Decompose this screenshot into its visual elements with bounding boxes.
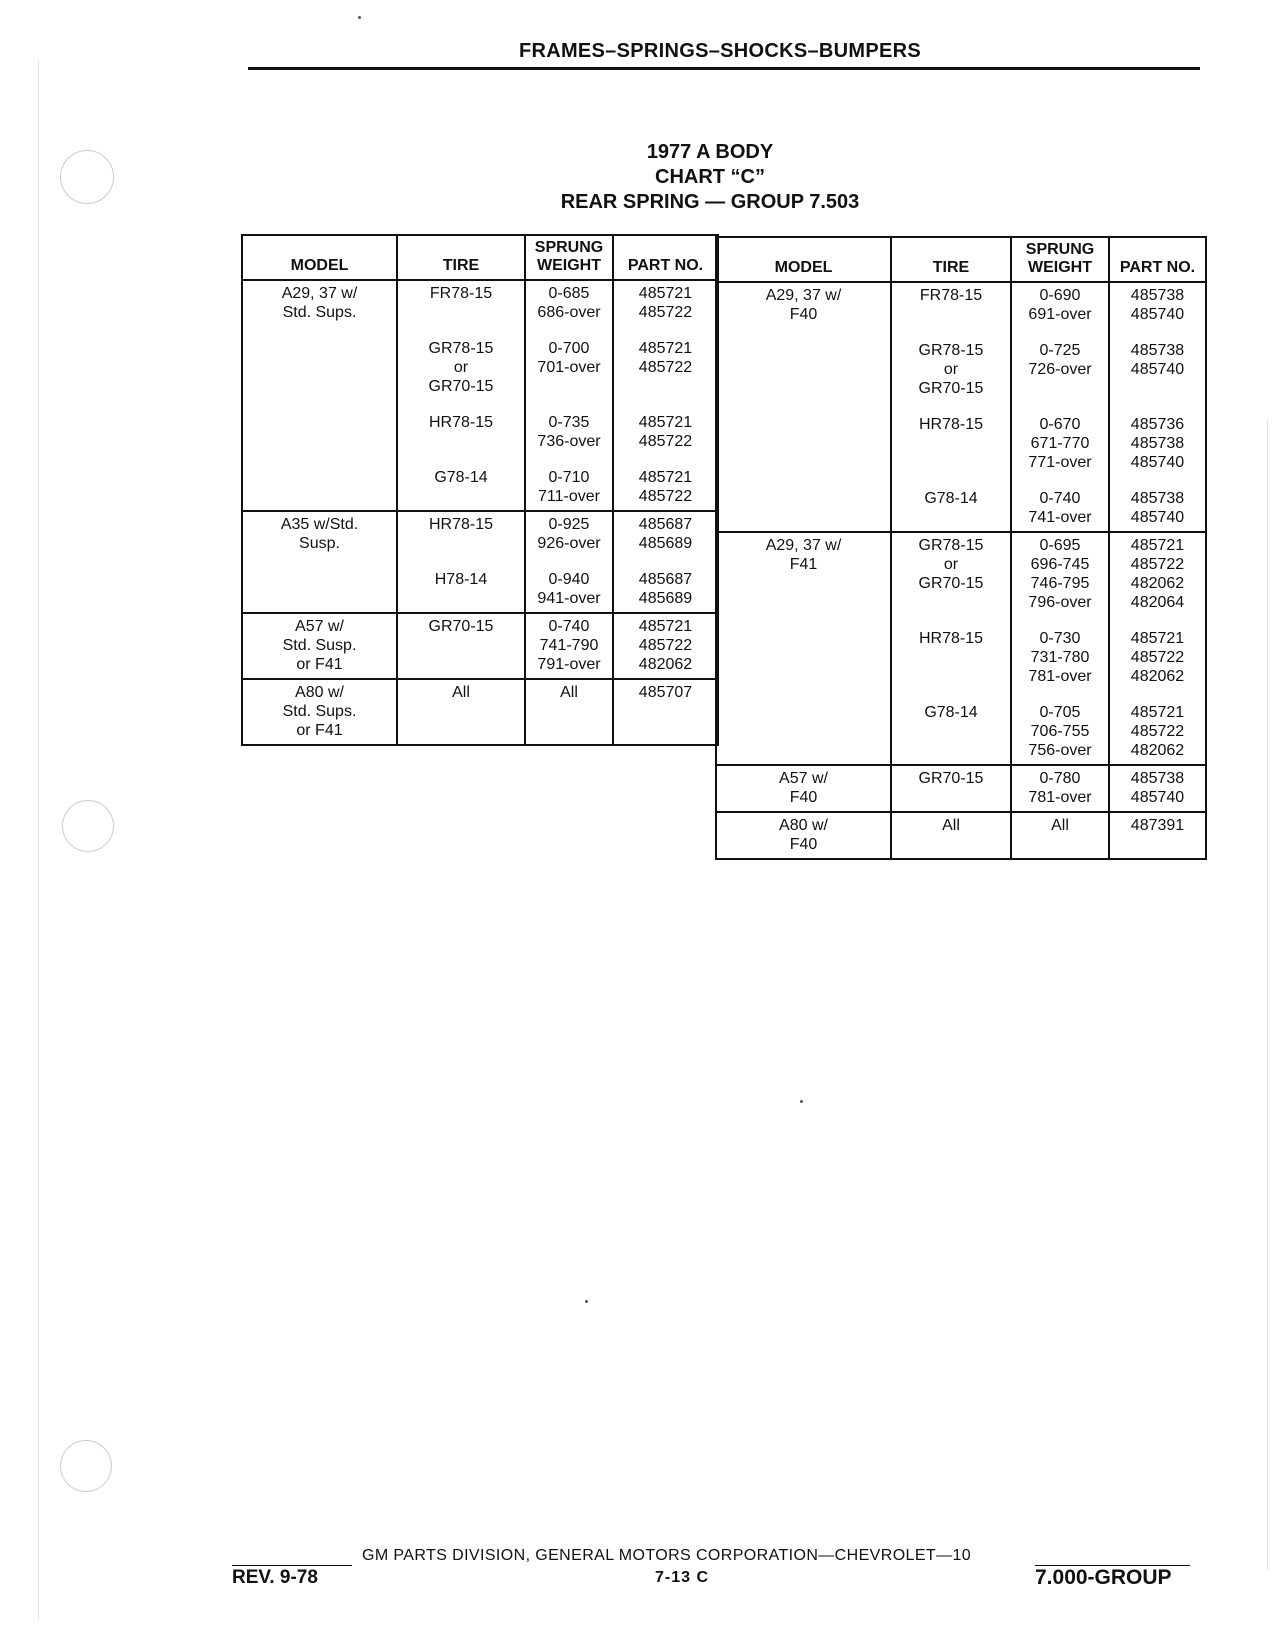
weight-line: 706-755 [1030,723,1090,740]
tire-line: G78-14 [924,490,978,507]
tier-block [400,339,522,396]
model-line: F40 [789,836,818,853]
tire-cell [397,613,525,679]
tier-block [616,284,715,322]
tier-block [1112,769,1203,807]
tier-block [894,341,1008,398]
part-number-cell [1109,812,1206,859]
sprung-weight-cell [1011,282,1109,532]
group-number: 7.000-GROUP [1035,1566,1172,1589]
tier-block [1112,286,1203,324]
tire-line: FR78-15 [919,287,983,304]
model-column-header: MODEL [242,235,397,280]
weight-line: 941-over [537,590,601,607]
scan-edge-left [38,60,39,1620]
tier-block [528,284,610,322]
weight-line: 0-740 [548,618,590,635]
footer-rule-left [232,1565,352,1566]
tier-block [1014,286,1106,324]
sprung-weight-cell [1011,532,1109,765]
model-group-row [716,765,1206,812]
tire-line: GR70-15 [428,618,494,635]
tier-block [894,415,1008,472]
part-number-column-header: PART NO. [613,235,718,280]
part-line: 485738 [1130,342,1185,359]
sprung-weight-header-line-1: SPRUNG [534,239,604,256]
tier-block [400,468,522,506]
tire-line: or [943,556,959,573]
weight-line: 691-over [1028,306,1092,323]
spacer-line [894,788,1008,807]
scan-speck [358,16,361,19]
model-group-row [242,613,718,679]
model-line: A80 w/ [295,684,344,701]
tire-cell [397,679,525,745]
tier-block [894,703,1008,760]
right-table-body [716,282,1206,859]
tire-line: or [943,361,959,378]
model-line: or F41 [296,722,343,739]
spacer-line [894,453,1008,472]
part-line: 485740 [1130,789,1185,806]
part-line: 485740 [1130,361,1185,378]
scan-speck [800,1100,803,1103]
model-cell [242,679,397,745]
weight-line: 0-735 [548,414,590,431]
tier-block [894,489,1008,527]
tier-block [894,769,1008,807]
tire-line: GR70-15 [428,378,494,395]
sprung-weight-cell [525,280,613,511]
page-header-title: FRAMES–SPRINGS–SHOCKS–BUMPERS [518,40,922,62]
tire-cell [891,765,1011,812]
part-line: 487391 [1130,817,1185,834]
model-line: A57 w/ [295,618,344,635]
spacer-line [894,593,1008,612]
part-number-cell [613,679,718,745]
part-line: 485722 [638,488,693,505]
sprung-weight-header-line-2: WEIGHT [537,257,601,274]
tier-block [528,515,610,553]
chart-heading [460,140,960,215]
tire-line: FR78-15 [429,285,493,302]
model-cell [716,282,891,532]
model-group-row [716,812,1206,859]
tire-line: GR70-15 [918,770,984,787]
part-line: 485721 [1130,630,1185,647]
revision-label: REV. 9-78 [232,1567,318,1588]
tire-cell [397,280,525,511]
model-line: A57 w/ [779,770,828,787]
weight-line: 736-over [537,433,601,450]
tier-block [616,339,715,396]
spacer-line [616,377,715,396]
tier-block [1112,816,1203,835]
tier-block [400,683,522,702]
model-cell [242,511,397,613]
part-number-cell [1109,532,1206,765]
weight-line: 711-over [538,488,600,505]
tier-block [400,570,522,608]
tier-block [1014,536,1106,612]
tire-line: G78-14 [924,704,978,721]
model-group-row [242,511,718,613]
tier-block [894,816,1008,835]
weight-line: 0-695 [1039,537,1081,554]
part-line: 485722 [638,359,693,376]
weight-line: 771-over [1028,454,1092,471]
part-line: 485736 [1130,416,1185,433]
tier-block [894,536,1008,612]
weight-line: All [560,684,578,701]
part-line: 482062 [1130,742,1185,759]
tier-block [1112,341,1203,398]
tier-block [616,617,715,674]
sprung-weight-cell [525,511,613,613]
weight-line: 0-730 [1039,630,1081,647]
model-cell [242,280,397,511]
weight-line: 791-over [537,656,601,673]
model-cell [716,532,891,765]
weight-line: 0-670 [1039,416,1081,433]
model-line: F40 [789,306,818,323]
tier-block [528,617,610,674]
model-cell [716,812,891,859]
weight-line: 741-over [1028,509,1092,526]
tire-line: HR78-15 [918,416,984,433]
model-line: Susp. [299,535,340,552]
spacer-line [400,303,522,322]
tire-cell [397,511,525,613]
weight-line: 0-925 [548,516,590,533]
tire-line: GR78-15 [428,340,494,357]
tire-line: HR78-15 [918,630,984,647]
part-line: 485721 [638,618,693,635]
spacer-line [1112,379,1203,398]
model-line: A29, 37 w/ [281,285,358,302]
weight-line: 0-710 [548,469,590,486]
part-line: 485722 [1130,556,1185,573]
tier-block [1014,341,1106,398]
part-line: 482062 [1130,668,1185,685]
part-number-cell [1109,282,1206,532]
weight-line: 0-780 [1039,770,1081,787]
weight-line: 0-740 [1039,490,1081,507]
tier-block [528,413,610,451]
tier-block [528,683,610,702]
tier-block [616,413,715,451]
part-number-cell [1109,765,1206,812]
spacer-line [400,432,522,451]
tier-block [528,570,610,608]
weight-line: 0-690 [1039,287,1081,304]
tier-block [1112,703,1203,760]
part-line: 485738 [1130,490,1185,507]
tire-line: All [942,817,960,834]
tire-line: HR78-15 [428,516,494,533]
tier-block [1112,489,1203,527]
sprung-weight-header-line-1: SPRUNG [1025,241,1095,258]
part-number-cell [613,613,718,679]
tire-line: H78-14 [434,571,488,588]
model-group-row [716,532,1206,765]
part-line: 485738 [1130,287,1185,304]
part-line: 485721 [1130,537,1185,554]
tier-block [616,468,715,506]
tier-block [528,339,610,396]
tier-block [400,617,522,674]
scan-speck [585,1300,588,1303]
weight-line: 741-790 [539,637,599,654]
tire-line: or [453,359,469,376]
tier-block [1014,629,1106,686]
chart-heading-line-3: REAR SPRING — GROUP 7.503 [560,191,860,213]
model-cell [716,765,891,812]
footer-credit: GM PARTS DIVISION, GENERAL MOTORS CORPORATION—CHEVROLET—10 [362,1547,972,1564]
spacer-line [400,655,522,674]
weight-line: 731-780 [1030,649,1090,666]
tier-block [894,286,1008,324]
tire-cell [891,282,1011,532]
chart-heading-line-1: 1977 A BODY [646,141,774,163]
chart-heading-line-2: CHART “C” [655,166,765,188]
part-line: 485689 [638,535,693,552]
tire-line: GR78-15 [918,537,984,554]
tire-line: GR78-15 [918,342,984,359]
tire-column-header: TIRE [891,237,1011,282]
part-line: 485722 [638,637,693,654]
tier-block [400,515,522,553]
part-line: 485738 [1130,770,1185,787]
punch-hole-middle [62,800,114,852]
part-line: 485740 [1130,509,1185,526]
weight-line: 926-over [537,535,601,552]
part-line: 482064 [1130,594,1185,611]
sprung-weight-cell [1011,812,1109,859]
part-line: 485687 [638,516,693,533]
part-line: 482062 [1130,575,1185,592]
tire-cell [891,812,1011,859]
tire-line: HR78-15 [428,414,494,431]
model-line: F40 [789,789,818,806]
tier-block [400,284,522,322]
tier-block [1112,536,1203,612]
sprung-weight-header-line-2: WEIGHT [1028,259,1092,276]
tire-line: GR70-15 [918,380,984,397]
weight-line: 781-over [1028,789,1092,806]
punch-hole-top [60,150,114,204]
part-line: 485738 [1130,435,1185,452]
tier-block [528,468,610,506]
weight-line: 686-over [537,304,601,321]
model-line: F41 [789,556,818,573]
tier-block [1014,415,1106,472]
part-line: 485721 [1130,704,1185,721]
model-line: A29, 37 w/ [765,537,842,554]
model-group-row [242,679,718,745]
page-number: 7-13 C [655,1569,710,1586]
weight-line: 796-over [1028,594,1092,611]
part-line: 485722 [638,304,693,321]
tire-line: GR70-15 [918,575,984,592]
model-line: or F41 [296,656,343,673]
tier-block [616,683,715,702]
sprung-weight-column-header [1011,237,1109,282]
tier-block [1112,629,1203,686]
part-line: 485721 [638,285,693,302]
punch-hole-bottom [60,1440,112,1492]
part-line: 485722 [638,433,693,450]
model-line: A29, 37 w/ [765,287,842,304]
spacer-line [528,377,610,396]
weight-line: 726-over [1028,361,1092,378]
part-line: 485707 [638,684,693,701]
spacer-line [400,636,522,655]
weight-line: 0-685 [548,285,590,302]
part-line: 485740 [1130,306,1185,323]
weight-line: 701-over [537,359,601,376]
tier-block [1014,489,1106,527]
spacer-line [894,305,1008,324]
part-line: 485740 [1130,454,1185,471]
part-number-cell [613,280,718,511]
spacer-line [894,667,1008,686]
tier-block [1112,415,1203,472]
spacer-line [400,534,522,553]
part-line: 485721 [638,469,693,486]
model-cell [242,613,397,679]
tier-block [894,629,1008,686]
model-group-row [716,282,1206,532]
header-rule [248,67,1200,70]
weight-line: 756-over [1028,742,1092,759]
sprung-weight-cell [1011,765,1109,812]
scan-edge-right [1267,420,1268,1570]
spacer-line [894,434,1008,453]
weight-line: 0-700 [548,340,590,357]
tier-block [400,413,522,451]
spacer-line [400,487,522,506]
left-spring-table [241,234,719,746]
part-number-column-header: PART NO. [1109,237,1206,282]
model-line: A35 w/Std. [280,516,359,533]
weight-line: 696-745 [1030,556,1090,573]
weight-line: 0-705 [1039,704,1081,721]
tire-line: All [452,684,470,701]
part-line: 485689 [638,590,693,607]
tier-block [1014,816,1106,835]
sprung-weight-column-header [525,235,613,280]
tier-block [616,515,715,553]
part-line: 485721 [638,414,693,431]
model-column-header: MODEL [716,237,891,282]
sprung-weight-cell [525,613,613,679]
model-line: A80 w/ [779,817,828,834]
right-spring-table [715,236,1207,860]
weight-line: 781-over [1028,668,1092,685]
left-table-body [242,280,718,745]
spacer-line [894,648,1008,667]
part-line: 485687 [638,571,693,588]
left-table-header-row [242,235,718,280]
model-line: Std. Susp. [282,637,357,654]
spacer-line [894,722,1008,741]
spacer-line [894,508,1008,527]
tire-cell [891,532,1011,765]
weight-line: 0-940 [548,571,590,588]
tire-column-header: TIRE [397,235,525,280]
part-line: 485722 [1130,649,1185,666]
part-line: 485721 [638,340,693,357]
sprung-weight-cell [525,679,613,745]
spacer-line [1014,379,1106,398]
model-line: Std. Sups. [282,304,357,321]
tier-block [616,570,715,608]
weight-line: 671-770 [1030,435,1090,452]
part-number-cell [613,511,718,613]
weight-line: All [1051,817,1069,834]
part-line: 485722 [1130,723,1185,740]
model-line: Std. Sups. [282,703,357,720]
spacer-line [400,589,522,608]
tier-block [1014,769,1106,807]
model-group-row [242,280,718,511]
spacer-line [894,741,1008,760]
right-table-header-row [716,237,1206,282]
tier-block [1014,703,1106,760]
tire-line: G78-14 [434,469,488,486]
part-line: 482062 [638,656,693,673]
weight-line: 746-795 [1030,575,1090,592]
weight-line: 0-725 [1039,342,1081,359]
